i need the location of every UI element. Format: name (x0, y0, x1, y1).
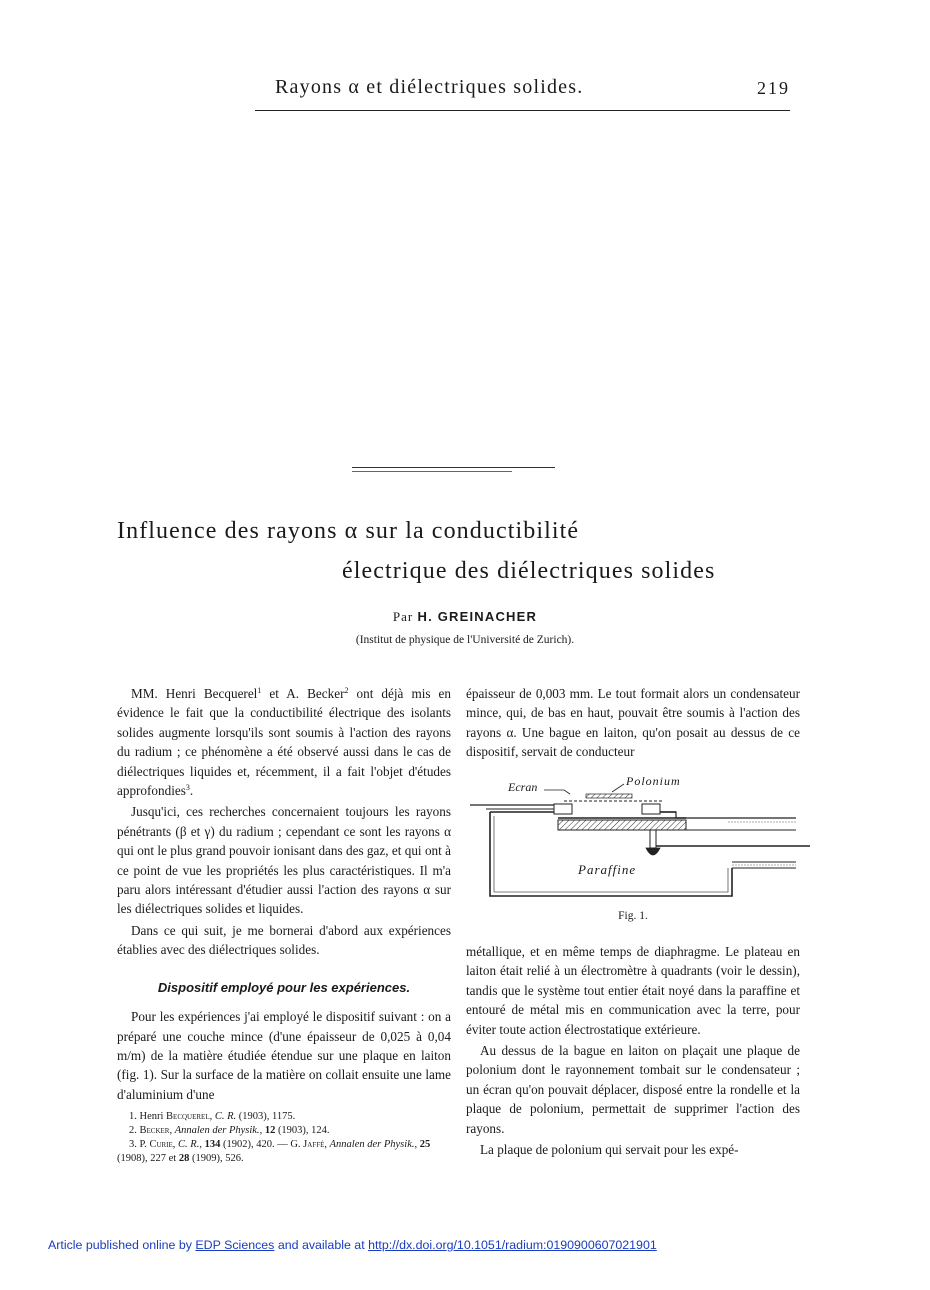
footnotes (117, 1110, 451, 1166)
upper-tube (660, 812, 796, 818)
paragraph (466, 942, 800, 1039)
text-run: 2. (129, 1125, 140, 1136)
footer-middle: and available at (274, 1238, 369, 1252)
ornament-rule (352, 467, 555, 468)
electrode-stem (650, 830, 656, 848)
text-run: La plaque de polonium qui servait pour les expé- (480, 1142, 739, 1158)
text-run: , (414, 1139, 420, 1150)
section-heading (117, 978, 451, 997)
italic-text: Annalen der Physik. (329, 1139, 415, 1150)
text-run: ont déjà mis en évidence le fait que la conductibilité électrique des isolants solides augmente lorsqu'ils sont soumis à l'action des rayons du radium ; ce phénomène a été observé aussi dans le cas de diélectriques liquides et, récemment, il a fait l'objet d'études approfondies (117, 686, 452, 799)
footnote-ref: 3 (185, 783, 190, 793)
article-title-line-1: Influence des rayons α sur la conductibilité (117, 518, 580, 544)
author-name: H. GREINACHER (417, 609, 538, 624)
bold-text: 25 (419, 1139, 431, 1150)
brass-plate (558, 820, 686, 830)
footer-prefix: Article published online by (48, 1238, 196, 1252)
publisher-link[interactable]: EDP Sciences (195, 1238, 275, 1252)
text-run: , (199, 1139, 205, 1150)
bold-text: 28 (178, 1153, 190, 1164)
polonium-plate (586, 794, 632, 798)
polonium-pointer (612, 784, 624, 792)
text-run: et A. Becker (261, 686, 345, 701)
text-run: (1903), 124. (275, 1125, 330, 1136)
byline-prefix: Par (392, 609, 414, 624)
paragraph (117, 921, 451, 960)
text-run: , (169, 1125, 175, 1136)
footnote (117, 1124, 451, 1138)
paragraph (466, 1041, 800, 1138)
brass-ring-left (554, 804, 572, 814)
publication-footer (48, 1238, 657, 1252)
text-run: , (324, 1139, 330, 1150)
running-title: Rayons α et diélectriques solides. (275, 76, 584, 98)
italic-text: C. R. (214, 1111, 237, 1122)
author-surname: Becquerel (166, 1111, 210, 1122)
text-run: Pour les expériences j'ai employé le dispositif suivant : on a préparé une couche mince (d'une épaisseur de 0,025 à 0,04 m/m) de la matière étudiée étendue sur une plaque en laiton (fig. 1). Sur la surface de la matière on collait ensuite une lame d'aluminium d'une (117, 1009, 451, 1102)
figure-apparatus (466, 770, 816, 905)
text-run: . (189, 783, 194, 799)
right-column-bottom (466, 942, 800, 1159)
author-surname: Jaffé (303, 1139, 325, 1150)
paragraph (117, 1007, 451, 1104)
electrode-plug (646, 848, 660, 855)
author-surname: Becker (139, 1125, 170, 1136)
brass-ring-right (642, 804, 660, 814)
paragraph (466, 1140, 800, 1159)
page-number: 219 (757, 78, 790, 98)
paragraph (117, 684, 451, 800)
text-run: Dans ce qui suit, je me bornerai d'abord aux expériences établies avec des diélectriques solides. (117, 922, 451, 958)
paragraph (466, 684, 800, 762)
text-run: épaisseur de 0,003 mm. Le tout formait alors un condensateur mince, qui, de bas en haut, pouvait être soumis à l'action des rayons α. Une bague en laiton, qu'on posait au dessus de ce dispositif, servait de conducteur (466, 686, 800, 760)
author-surname: Curie (149, 1139, 173, 1150)
text-run: (1908), 227 et (117, 1153, 179, 1164)
footnote-ref: 2 (344, 686, 349, 695)
ornament-rule (352, 471, 512, 472)
text-run: (1909), 526. (189, 1153, 244, 1164)
italic-text: Annalen der Physik. (174, 1125, 260, 1136)
bold-text: 12 (264, 1125, 276, 1136)
text-run: , (209, 1111, 215, 1122)
figure-label-polonium: Polonium (626, 774, 681, 788)
text-run: 1. Henri (129, 1111, 167, 1122)
running-header (255, 74, 790, 111)
author-affiliation: (Institut de physique de l'Université de Zurich). (355, 634, 575, 646)
figure-label-ecran: Ecran (508, 780, 538, 794)
bold-text: 134 (204, 1139, 221, 1150)
paragraph (117, 802, 451, 918)
footnote-ref: 1 (257, 686, 262, 695)
text-run: Jusqu'ici, ces recherches concernaient toujours les rayons pénétrants (β et γ) du radium ; cependant ce sont les rayons α qui ont le plus grand pouvoir ionisant dans des gaz, et qui ont à ce point de vue les propriétés les plus caractéristiques. Il m'a paru alors intéressant d'étudier aussi l'action des rayons α sur les diélectriques solides et liquides. (117, 804, 451, 917)
text-run: (1903), 1175. (236, 1111, 296, 1122)
footnote (117, 1138, 451, 1166)
text-run: , (172, 1139, 179, 1150)
section-ornament (352, 465, 555, 475)
ecran-pointer (544, 790, 570, 794)
text-run: MM. Henri Becquerel (131, 686, 258, 701)
article-title-line-2: électrique des diélectriques solides (342, 558, 716, 584)
left-column (117, 684, 451, 1104)
italic-text: C. R. (178, 1139, 200, 1150)
text-run: métallique, et en même temps de diaphragme. Le plateau en laiton était relié à un électromètre à quadrants (voir le dessin), tandis que le système tout entier était noyé dans la paraffine et entouré de métal mis en communication avec la terre, pour éviter toute action électrostatique extérieure. (466, 944, 800, 1037)
text-run: , (259, 1125, 265, 1136)
footnote (117, 1110, 451, 1124)
figure-label-paraffine: Paraffine (578, 862, 637, 877)
text-run: Au dessus de la bague en laiton on plaçait une plaque de polonium dont le rayonnement tombait sur le condensateur ; un écran qu'on pouvait déplacer, disposé entre la rondelle et la plaque de polonium, permettait de supprimer l'action des rayons. (466, 1043, 800, 1136)
text-run: (1902), 420. — G. (220, 1139, 304, 1150)
doi-link[interactable]: http://dx.doi.org/10.1051/radium:0190900607021901 (368, 1238, 657, 1252)
figure-caption: Fig. 1. (618, 910, 648, 922)
right-column-top (466, 684, 800, 762)
text-run: 3. P. (129, 1139, 150, 1150)
byline (0, 609, 930, 625)
text-run: Dispositif employé pour les expériences. (157, 979, 411, 995)
